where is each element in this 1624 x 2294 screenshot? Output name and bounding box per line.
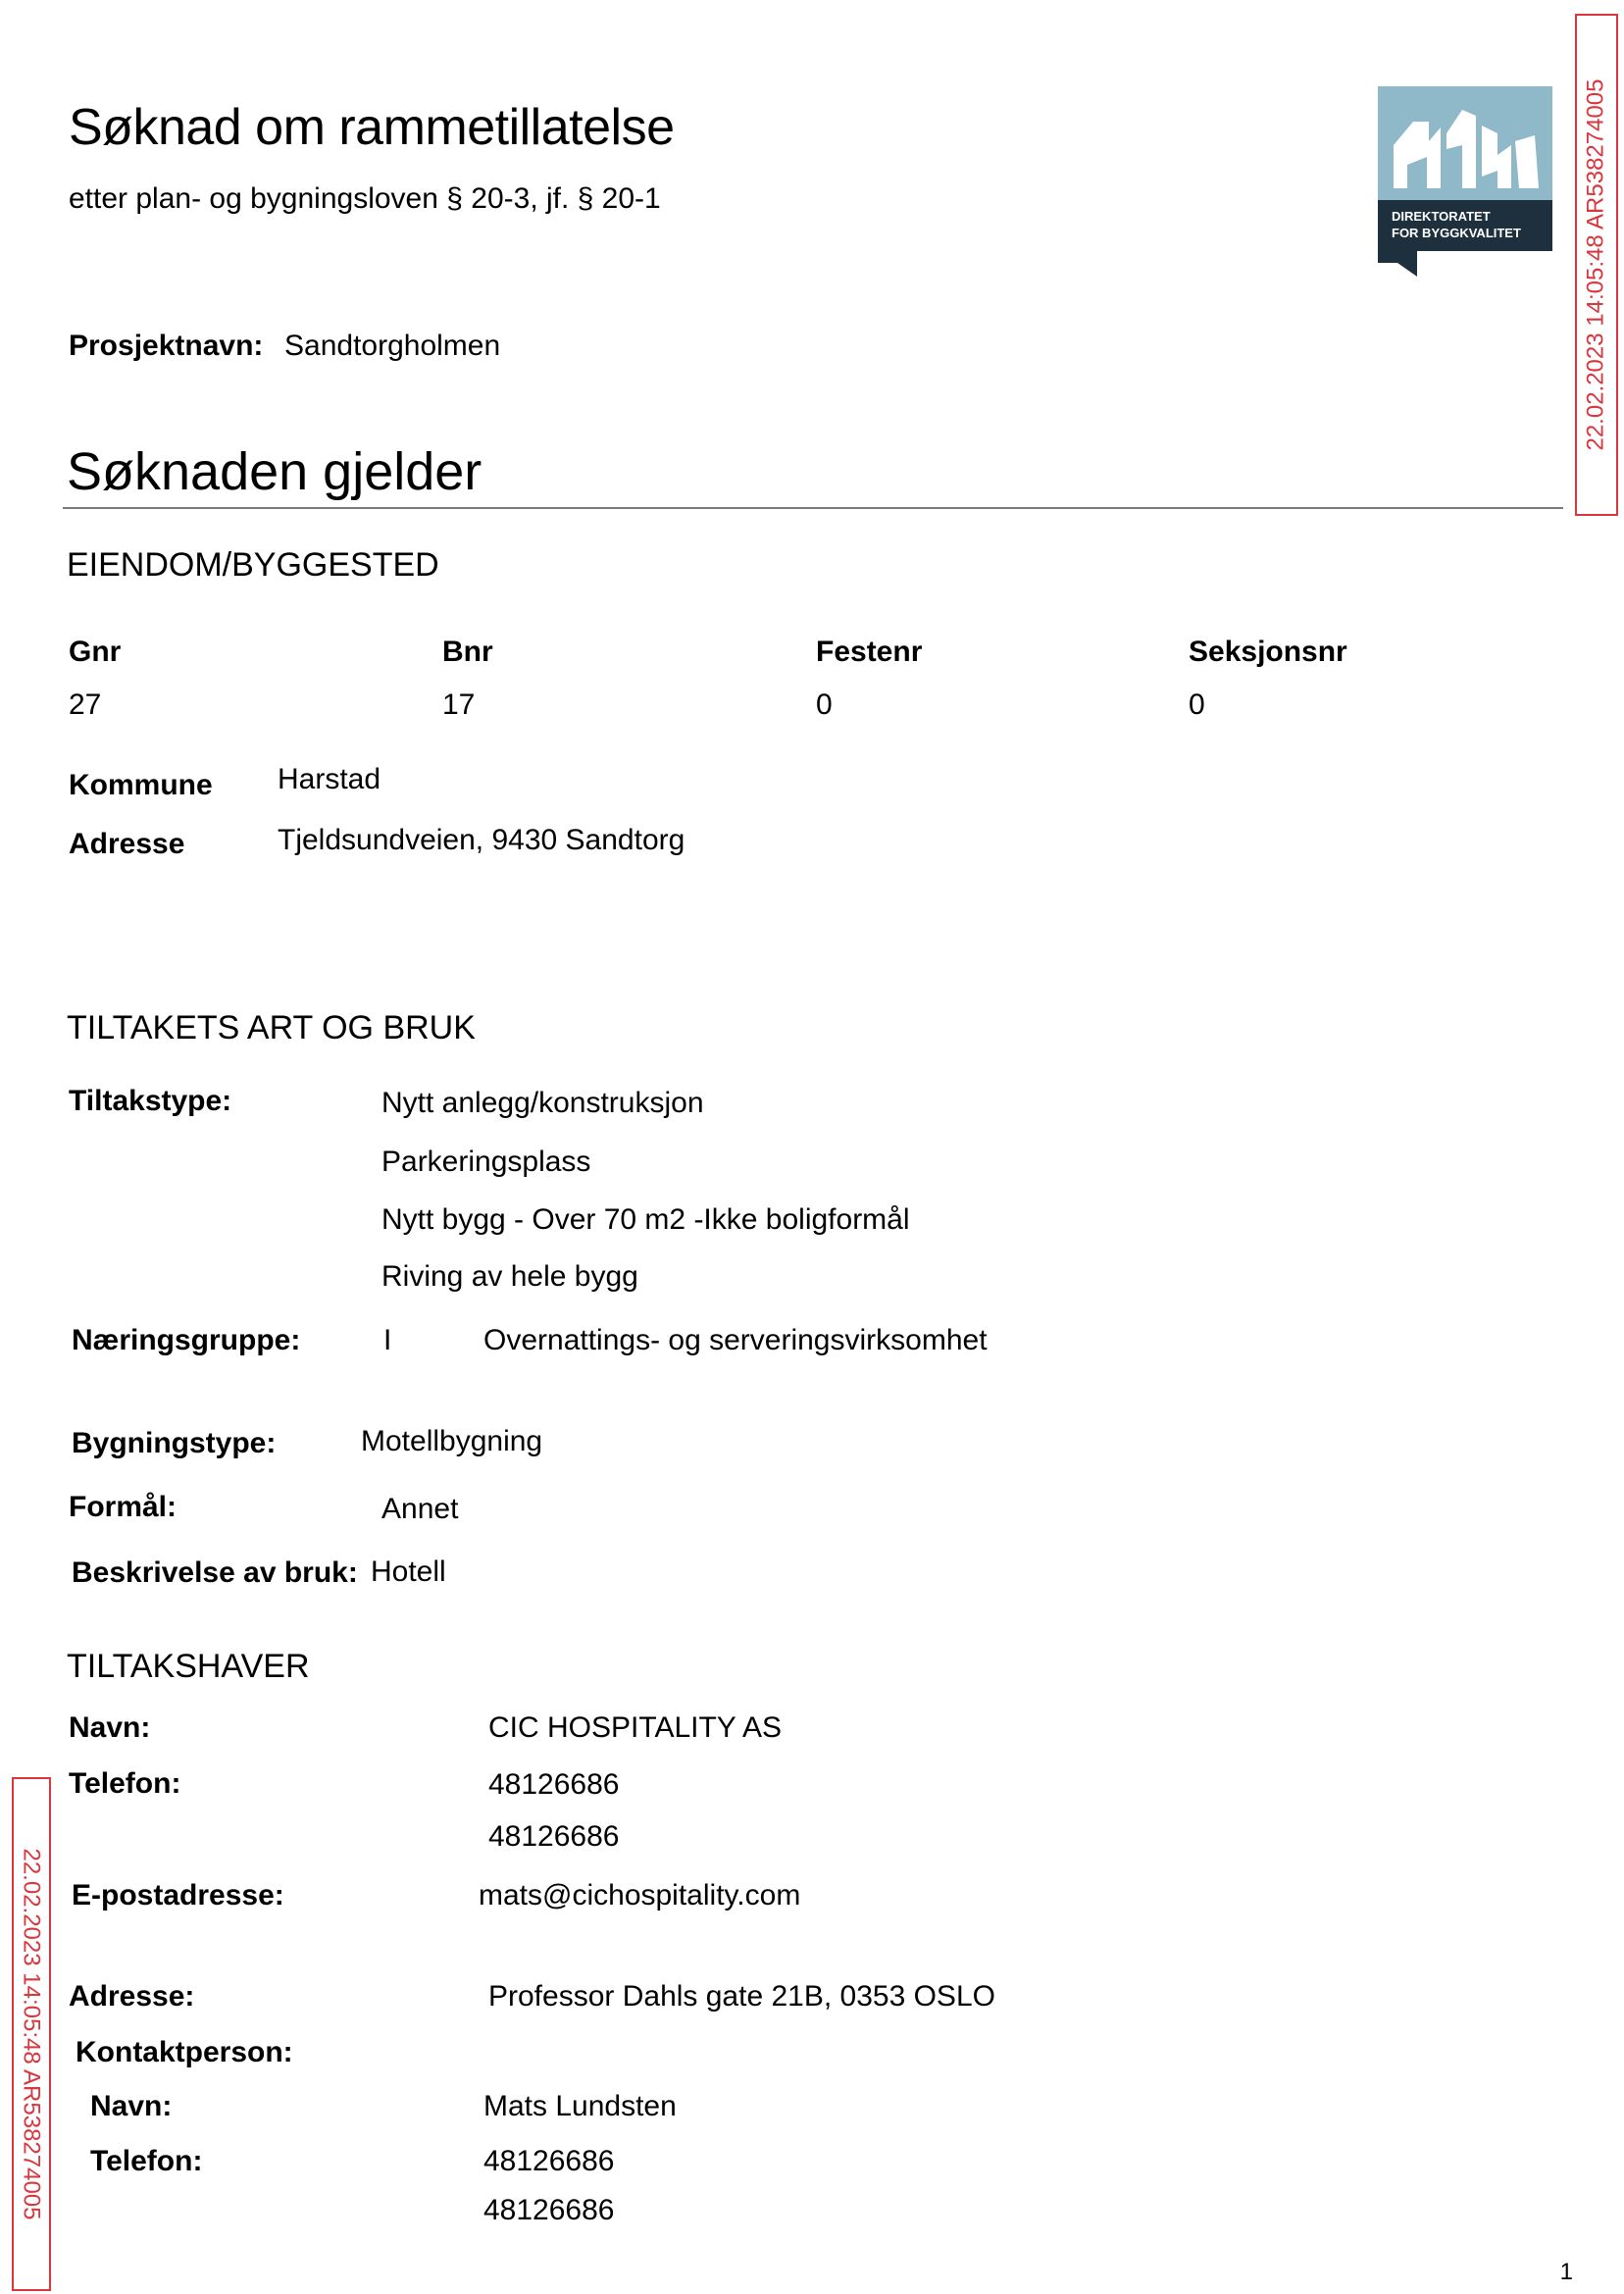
gnr-value: 27	[69, 688, 102, 721]
svg-text:FOR BYGGKVALITET: FOR BYGGKVALITET	[1392, 226, 1521, 240]
naeringsgruppe-value: Overnattings- og serveringsvirksomhet	[483, 1324, 988, 1356]
contact-name-value: Mats Lundsten	[483, 2090, 677, 2122]
applicant-name-value: CIC HOSPITALITY AS	[488, 1711, 782, 1744]
applicant-phone-value: 48126686	[488, 1820, 620, 1853]
formal-label: Formål:	[69, 1491, 178, 1523]
section-divider	[63, 507, 1563, 509]
gnr-label: Gnr	[69, 636, 122, 668]
contact-name-label: Navn:	[90, 2090, 173, 2122]
bygningstype-label: Bygningstype:	[72, 1427, 277, 1459]
applicant-phone-label: Telefon:	[69, 1767, 181, 1800]
archive-stamp-top: 22.02.2023 14:05:48 AR538274005	[1575, 14, 1618, 516]
applicant-address-label: Adresse:	[69, 1980, 195, 2013]
seksjonsnr-value: 0	[1189, 688, 1205, 721]
section-title: Søknaden gjelder	[67, 442, 482, 501]
tiltakstype-item: Parkeringsplass	[381, 1146, 591, 1178]
adresse-value: Tjeldsundveien, 9430 Sandtorg	[278, 824, 685, 856]
tiltakstype-item: Nytt bygg - Over 70 m2 -Ikke boligformål	[381, 1203, 910, 1236]
document-title: Søknad om rammetillatelse	[69, 99, 675, 156]
tiltakstype-item: Nytt anlegg/konstruksjon	[381, 1087, 704, 1119]
bnr-label: Bnr	[442, 636, 493, 668]
tiltakstype-item: Riving av hele bygg	[381, 1260, 638, 1293]
bruk-label: Beskrivelse av bruk:	[72, 1556, 358, 1589]
naeringsgruppe-label: Næringsgruppe:	[72, 1324, 301, 1356]
project-name-value: Sandtorgholmen	[284, 330, 501, 362]
applicant-name-label: Navn:	[69, 1711, 151, 1744]
contact-phone-label: Telefon:	[90, 2145, 203, 2177]
applicant-email-label: E-postadresse:	[72, 1879, 284, 1912]
tiltakstype-label: Tiltakstype:	[69, 1085, 232, 1117]
naeringsgruppe-code: I	[383, 1324, 392, 1356]
contact-phone-value: 48126686	[483, 2145, 615, 2177]
kommune-label: Kommune	[69, 769, 213, 801]
applicant-email-value: mats@cichospitality.com	[479, 1879, 801, 1912]
festenr-value: 0	[816, 688, 833, 721]
kommune-value: Harstad	[278, 763, 381, 795]
archive-stamp-left: 22.02.2023 14:05:48 AR538274005	[12, 1777, 51, 2291]
seksjonsnr-label: Seksjonsnr	[1189, 636, 1347, 668]
document-subtitle: etter plan- og bygningsloven § 20-3, jf. § 20-1	[69, 182, 661, 215]
applicant-address-value: Professor Dahls gate 21B, 0353 OSLO	[488, 1980, 995, 2013]
contact-person-label: Kontaktperson:	[76, 2036, 293, 2068]
project-name-label: Prosjektnavn:	[69, 330, 264, 362]
applicant-heading: TILTAKSHAVER	[67, 1648, 310, 1685]
svg-text:DIREKTORATET: DIREKTORATET	[1392, 209, 1491, 224]
formal-value: Annet	[381, 1493, 459, 1525]
bygningstype-value: Motellbygning	[361, 1425, 543, 1457]
applicant-phone-value: 48126686	[488, 1768, 620, 1801]
dibk-logo	[1378, 86, 1552, 277]
bruk-value: Hotell	[371, 1555, 446, 1588]
building-logo-icon	[1378, 86, 1552, 277]
contact-phone-value: 48126686	[483, 2194, 615, 2226]
adresse-label: Adresse	[69, 828, 185, 860]
project-type-heading: TILTAKETS ART OG BRUK	[67, 1009, 476, 1046]
festenr-label: Festenr	[816, 636, 923, 668]
property-heading: EIENDOM/BYGGESTED	[67, 546, 439, 584]
page-number: 1	[1559, 2259, 1573, 2285]
bnr-value: 17	[442, 688, 476, 721]
